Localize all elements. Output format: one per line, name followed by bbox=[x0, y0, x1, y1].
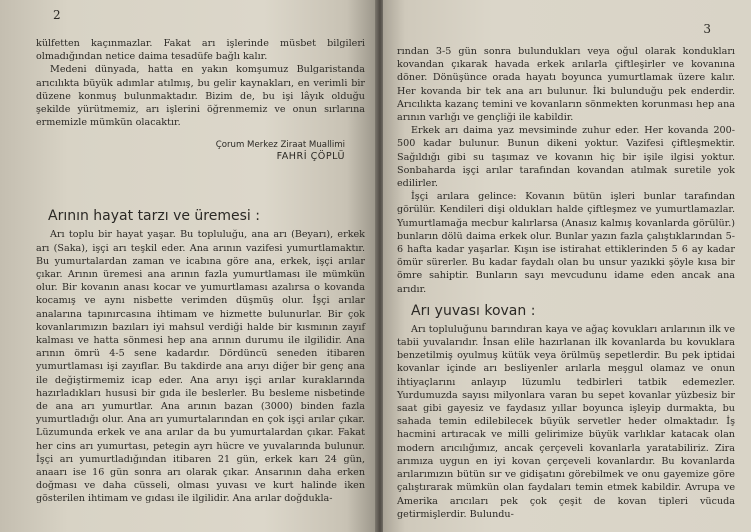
right-page bbox=[383, 0, 751, 532]
body-paragraph: Erkek arı daima yaz mevsiminde zuhur eder. Her kovanda 200-500 kadar bulunur. Bunun dikeni yoktur. Vazifesi çiftleşmektir. Sağıldığı gibi su taşımaz ve kovanın hiç bir işile ilgisi yoktur. Sonbaharda işçi arılar tarafından kovandan atılmak suretile yok edilirler. bbox=[397, 125, 735, 190]
author-title: Çorum Merkez Ziraat Muallimi bbox=[215, 140, 345, 151]
author-name: FAHRİ ÇÖPLÜ bbox=[276, 151, 345, 163]
page-number-left: 2 bbox=[53, 8, 61, 22]
body-paragraph: rından 3-5 gün sonra bulundukları veya oğul olarak kondukları kovandan çıkarak havada erkek arılarla çiftleşirler ve kovanına döner. Dönüşünce orada hayatı boyunca yumurtlamak üzere kalır. Her kovanda bir tek ana arı bulunur. İki bulunduğu pek enderdir. Arıcılıkta kazanç temini ve kovanların sönmekten korunması hep ana arının varlığı ve gençliği ile kabildir. bbox=[397, 46, 735, 124]
intro-paragraph: Medeni dünyada, hatta en yakın komşumuz Bulgaristanda arıcılıkta büyük adımlar atılmış, bu gelir kaynakları, en verimli bir düzene konmuş bulunmaktadır. Bizim de, bu işi lâyık olduğu şekilde yürütmemiz, arı işlerini öğrenmemiz ve onun sırlarına ermemizle mümkün olacaktır. bbox=[36, 64, 365, 129]
section-heading-life: Arının hayat tarzı ve üremesi : bbox=[48, 208, 260, 225]
top-margin-right bbox=[397, 0, 735, 45]
section-paragraph: Arı toplu bir hayat yaşar. Bu topluluğu, ana arı (Beyarı), erkek arı (Saka), işçi arı teşkil eder. Ana arının vazifesi yumurtlamaktır. Bu yumurtalardan zaman ve icabına göre ana, erkek, işçi arılar çıkar. Arının üremesi ana arının fazla yumurtlaması ile mümkün olur. Bir kovanın anası kocar ve yumurtlaması azalırsa o kovanda kocamış ve aynı nisbette verimden düşmüş olur. İşçi arılar analarına tapınırcasına ihtimam ve hizmette bulunurlar. Bir çok kovanlarımızın bazıları iyi mahsul verdiği halde bir kısmının zayıf kalması ve hatta sönmesi hep ana arının durumu ile ilgilidir. Ana arının ömrü 4-5 sene kadardır. Dördüncü seneden itibaren yumurtlaması işi zayıflar. Bu takdirde ana arıyı diğer bir genç ana ile değiştirmemiz icap eder. Ana arıyı işçi arılar kuraklarında hazırladıkları hususi bir gıda ile beslerler. Bu besleme nisbetinde de ana arı yumurtlar. Ana arının bazan (3000) binden fazla yumurtladığı olur. Ana arı yumurtalarından en çok işçi arılar çıkar. Lüzumunda erkek ve ana arılar da bu yumurtalardan çıkar. Fakat her cins arı yumurtası, petegin ayrı hücre ve yuvalarında bulunur. İşçi arı yumurtladığından itibaren 21 gün, erkek karı 24 gün, anaarı ise 16 gün sonra arı olarak çıkar. Ansarının daha erken doğması ve daha cüsseli, olması yuvası ve kurt halinde iken gösterilen ihtimam ve gıdası ile ilgilidir. Ana arılar doğdukla- bbox=[36, 229, 365, 505]
section-heading-hive: Arı yuvası kovan : bbox=[411, 302, 536, 319]
page-number-right: 3 bbox=[703, 22, 711, 36]
top-margin-left bbox=[36, 0, 365, 37]
body-paragraph: İşçi arılara gelince: Kovanın bütün işleri bunlar tarafından görülür. Kendileri dişi oldukları halde çiftleşmez ve yumurtlamazlar. Yumurtlamağa mecbur kalırlarsa (Anasız kalmış kovanlarda görülür.) bunların dölü daima erkek olur. Bunlar yazın fazla çalıştıklarından 5-6 hafta kadar yaşarlar. Kışın ise istirahat ettiklerinden 5 6 ay kadar ömür sürerler. Bu kadar faydalı olan bu unsur yazıkki şöyle kısa bir ömre sahiptir. Bunların sayı mevcudunu idame eden ancak ana arıdır. bbox=[397, 191, 735, 295]
section-paragraph: Arı topluluğunu barındıran kaya ve ağaç kovukları arılarının ilk ve tabii yuvalarıdır. İnsan elile hazırlanan ilk kovanlarda bu kovuklara benzetilmiş oyulmuş kütük veya örülmüş sepetlerdir. Bu pek iptidai kovanlar içinde arı besliyenler arılarla meşgul olamaz ve onun ihtiyaçlarını anlayıp lüzumlu tedbirleri tatbik edemezler. Yurdumuzda sayısı milyonlara varan bu sepet kovanlar yüzbesiz bir saat gibi gayesiz ve faydasız yıllar boyunca işleyip durmakta, bu sahada temin edilebilecek büyük servetler heder olmaktadır. İş hacmini artıracak ve milli gelirimize büyük varlıklar katacak olan modern arıcılığımız, ancak çerçeveli kovanlarla yaratabiliriz. Zira arımıza uygun en iyi kovan çerçeveli kovanlardır. Bu kovanlarda arılarımızın bütün sır ve gidişatını görebilmek ve onu gayemize göre çalıştırarak mümkün olan faydaları temin etmek kabildir. Avrupa ve Amerika arıcıları pek çok çeşit de kovan tipleri vücuda getirmişlerdir. Bulundu- bbox=[397, 323, 735, 520]
intro-paragraph: külfetten kaçınmazlar. Fakat arı işlerinde müsbet bilgileri olmadığından netice daima tesadüfe bağlı kalır. bbox=[36, 38, 365, 63]
